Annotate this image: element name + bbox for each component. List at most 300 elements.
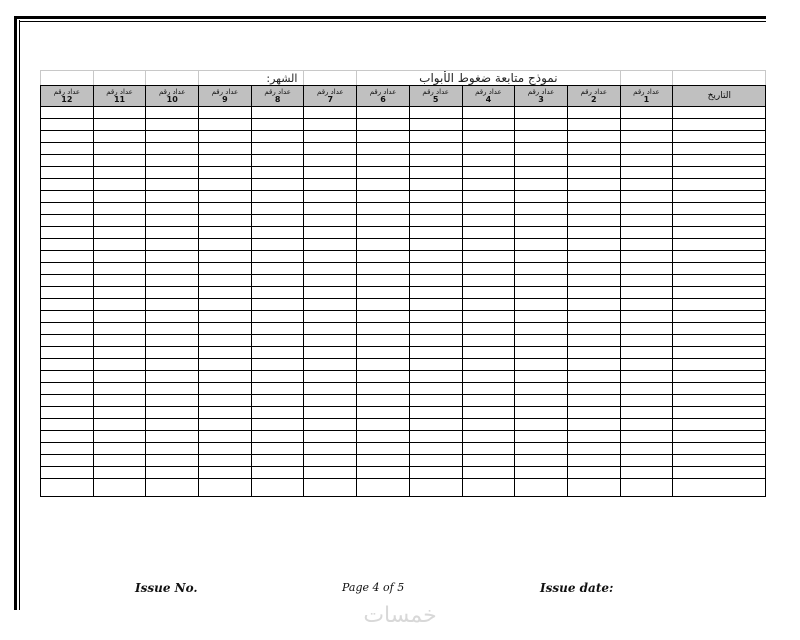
table-cell[interactable] bbox=[409, 395, 462, 407]
table-cell[interactable] bbox=[199, 479, 252, 497]
table-cell[interactable] bbox=[357, 323, 410, 335]
table-cell[interactable] bbox=[567, 431, 620, 443]
table-cell[interactable] bbox=[515, 227, 568, 239]
table-cell[interactable] bbox=[567, 419, 620, 431]
table-cell[interactable] bbox=[620, 347, 673, 359]
table-cell[interactable] bbox=[251, 191, 304, 203]
table-cell[interactable] bbox=[462, 143, 515, 155]
table-cell[interactable] bbox=[462, 263, 515, 275]
table-cell[interactable] bbox=[41, 203, 94, 215]
table-cell[interactable] bbox=[462, 299, 515, 311]
table-cell[interactable] bbox=[93, 275, 146, 287]
table-cell[interactable] bbox=[199, 455, 252, 467]
table-cell[interactable] bbox=[93, 167, 146, 179]
table-cell[interactable] bbox=[515, 371, 568, 383]
table-cell[interactable] bbox=[515, 311, 568, 323]
table-cell[interactable] bbox=[620, 371, 673, 383]
table-cell[interactable] bbox=[515, 155, 568, 167]
table-cell[interactable] bbox=[567, 467, 620, 479]
table-cell[interactable] bbox=[567, 479, 620, 497]
table-cell[interactable] bbox=[673, 191, 766, 203]
table-cell[interactable] bbox=[515, 119, 568, 131]
table-cell[interactable] bbox=[41, 479, 94, 497]
table-cell[interactable] bbox=[673, 263, 766, 275]
table-cell[interactable] bbox=[304, 239, 357, 251]
table-cell[interactable] bbox=[41, 287, 94, 299]
table-cell[interactable] bbox=[93, 431, 146, 443]
table-cell[interactable] bbox=[251, 311, 304, 323]
table-cell[interactable] bbox=[146, 311, 199, 323]
table-cell[interactable] bbox=[199, 119, 252, 131]
table-cell[interactable] bbox=[409, 419, 462, 431]
table-cell[interactable] bbox=[93, 107, 146, 119]
table-cell[interactable] bbox=[146, 215, 199, 227]
table-cell[interactable] bbox=[567, 275, 620, 287]
table-cell[interactable] bbox=[357, 371, 410, 383]
table-cell[interactable] bbox=[199, 443, 252, 455]
table-cell[interactable] bbox=[357, 239, 410, 251]
table-cell[interactable] bbox=[673, 179, 766, 191]
table-cell[interactable] bbox=[409, 167, 462, 179]
table-cell[interactable] bbox=[409, 263, 462, 275]
table-cell[interactable] bbox=[304, 203, 357, 215]
table-cell[interactable] bbox=[515, 263, 568, 275]
table-cell[interactable] bbox=[409, 155, 462, 167]
table-cell[interactable] bbox=[620, 359, 673, 371]
table-cell[interactable] bbox=[357, 359, 410, 371]
table-cell[interactable] bbox=[41, 239, 94, 251]
table-cell[interactable] bbox=[93, 143, 146, 155]
table-cell[interactable] bbox=[93, 407, 146, 419]
table-cell[interactable] bbox=[93, 299, 146, 311]
table-cell[interactable] bbox=[251, 359, 304, 371]
table-cell[interactable] bbox=[620, 191, 673, 203]
table-cell[interactable] bbox=[41, 323, 94, 335]
table-cell[interactable] bbox=[620, 335, 673, 347]
table-cell[interactable] bbox=[462, 239, 515, 251]
table-cell[interactable] bbox=[515, 467, 568, 479]
table-cell[interactable] bbox=[199, 131, 252, 143]
table-cell[interactable] bbox=[620, 107, 673, 119]
table-cell[interactable] bbox=[146, 239, 199, 251]
table-cell[interactable] bbox=[199, 359, 252, 371]
table-cell[interactable] bbox=[304, 167, 357, 179]
table-cell[interactable] bbox=[41, 455, 94, 467]
table-cell[interactable] bbox=[409, 431, 462, 443]
table-cell[interactable] bbox=[199, 263, 252, 275]
table-cell[interactable] bbox=[41, 395, 94, 407]
table-cell[interactable] bbox=[409, 227, 462, 239]
table-cell[interactable] bbox=[199, 323, 252, 335]
table-cell[interactable] bbox=[620, 455, 673, 467]
table-cell[interactable] bbox=[41, 347, 94, 359]
table-cell[interactable] bbox=[146, 251, 199, 263]
table-cell[interactable] bbox=[251, 203, 304, 215]
table-cell[interactable] bbox=[462, 371, 515, 383]
table-cell[interactable] bbox=[304, 119, 357, 131]
table-cell[interactable] bbox=[462, 323, 515, 335]
table-cell[interactable] bbox=[251, 251, 304, 263]
table-cell[interactable] bbox=[199, 371, 252, 383]
table-cell[interactable] bbox=[567, 443, 620, 455]
table-cell[interactable] bbox=[409, 467, 462, 479]
table-cell[interactable] bbox=[673, 215, 766, 227]
table-cell[interactable] bbox=[673, 335, 766, 347]
table-cell[interactable] bbox=[567, 239, 620, 251]
table-cell[interactable] bbox=[146, 455, 199, 467]
table-cell[interactable] bbox=[567, 455, 620, 467]
table-cell[interactable] bbox=[146, 227, 199, 239]
table-cell[interactable] bbox=[357, 131, 410, 143]
table-cell[interactable] bbox=[41, 431, 94, 443]
table-cell[interactable] bbox=[199, 143, 252, 155]
table-cell[interactable] bbox=[515, 359, 568, 371]
table-cell[interactable] bbox=[304, 143, 357, 155]
table-cell[interactable] bbox=[41, 419, 94, 431]
table-cell[interactable] bbox=[304, 443, 357, 455]
table-cell[interactable] bbox=[199, 203, 252, 215]
table-cell[interactable] bbox=[357, 143, 410, 155]
table-cell[interactable] bbox=[146, 299, 199, 311]
table-cell[interactable] bbox=[199, 107, 252, 119]
table-cell[interactable] bbox=[146, 395, 199, 407]
table-cell[interactable] bbox=[462, 347, 515, 359]
table-cell[interactable] bbox=[462, 155, 515, 167]
table-cell[interactable] bbox=[93, 479, 146, 497]
table-cell[interactable] bbox=[251, 167, 304, 179]
table-cell[interactable] bbox=[620, 275, 673, 287]
table-cell[interactable] bbox=[409, 239, 462, 251]
table-cell[interactable] bbox=[462, 251, 515, 263]
table-cell[interactable] bbox=[304, 311, 357, 323]
table-cell[interactable] bbox=[409, 203, 462, 215]
table-cell[interactable] bbox=[409, 479, 462, 497]
table-cell[interactable] bbox=[673, 107, 766, 119]
table-cell[interactable] bbox=[673, 443, 766, 455]
table-cell[interactable] bbox=[146, 179, 199, 191]
table-cell[interactable] bbox=[462, 179, 515, 191]
table-cell[interactable] bbox=[304, 287, 357, 299]
table-cell[interactable] bbox=[462, 191, 515, 203]
table-cell[interactable] bbox=[567, 167, 620, 179]
table-cell[interactable] bbox=[673, 167, 766, 179]
table-cell[interactable] bbox=[620, 383, 673, 395]
table-cell[interactable] bbox=[199, 383, 252, 395]
table-cell[interactable] bbox=[673, 419, 766, 431]
table-cell[interactable] bbox=[620, 263, 673, 275]
table-cell[interactable] bbox=[93, 311, 146, 323]
table-cell[interactable] bbox=[673, 239, 766, 251]
table-cell[interactable] bbox=[409, 371, 462, 383]
table-cell[interactable] bbox=[304, 419, 357, 431]
table-cell[interactable] bbox=[620, 323, 673, 335]
table-cell[interactable] bbox=[567, 215, 620, 227]
table-cell[interactable] bbox=[409, 107, 462, 119]
table-cell[interactable] bbox=[620, 407, 673, 419]
table-cell[interactable] bbox=[515, 203, 568, 215]
table-cell[interactable] bbox=[146, 107, 199, 119]
table-cell[interactable] bbox=[462, 215, 515, 227]
table-cell[interactable] bbox=[251, 299, 304, 311]
table-cell[interactable] bbox=[146, 335, 199, 347]
table-cell[interactable] bbox=[93, 383, 146, 395]
table-cell[interactable] bbox=[409, 131, 462, 143]
table-cell[interactable] bbox=[93, 203, 146, 215]
table-cell[interactable] bbox=[462, 419, 515, 431]
table-cell[interactable] bbox=[620, 179, 673, 191]
table-cell[interactable] bbox=[251, 275, 304, 287]
table-cell[interactable] bbox=[620, 131, 673, 143]
table-cell[interactable] bbox=[251, 131, 304, 143]
table-cell[interactable] bbox=[462, 407, 515, 419]
table-cell[interactable] bbox=[409, 335, 462, 347]
table-cell[interactable] bbox=[673, 455, 766, 467]
table-cell[interactable] bbox=[41, 155, 94, 167]
table-cell[interactable] bbox=[462, 167, 515, 179]
table-cell[interactable] bbox=[620, 251, 673, 263]
table-cell[interactable] bbox=[409, 275, 462, 287]
table-cell[interactable] bbox=[199, 155, 252, 167]
table-cell[interactable] bbox=[199, 347, 252, 359]
table-cell[interactable] bbox=[304, 371, 357, 383]
table-cell[interactable] bbox=[515, 143, 568, 155]
table-cell[interactable] bbox=[304, 299, 357, 311]
table-cell[interactable] bbox=[462, 455, 515, 467]
table-cell[interactable] bbox=[357, 395, 410, 407]
table-cell[interactable] bbox=[567, 299, 620, 311]
table-cell[interactable] bbox=[41, 179, 94, 191]
table-cell[interactable] bbox=[304, 335, 357, 347]
table-cell[interactable] bbox=[620, 287, 673, 299]
table-cell[interactable] bbox=[93, 287, 146, 299]
table-cell[interactable] bbox=[620, 215, 673, 227]
table-cell[interactable] bbox=[146, 287, 199, 299]
table-cell[interactable] bbox=[251, 467, 304, 479]
table-cell[interactable] bbox=[93, 323, 146, 335]
table-cell[interactable] bbox=[462, 119, 515, 131]
table-cell[interactable] bbox=[41, 275, 94, 287]
table-cell[interactable] bbox=[515, 215, 568, 227]
table-cell[interactable] bbox=[304, 467, 357, 479]
table-cell[interactable] bbox=[462, 443, 515, 455]
table-cell[interactable] bbox=[515, 419, 568, 431]
table-cell[interactable] bbox=[93, 455, 146, 467]
table-cell[interactable] bbox=[462, 383, 515, 395]
table-cell[interactable] bbox=[515, 167, 568, 179]
table-cell[interactable] bbox=[41, 371, 94, 383]
table-cell[interactable] bbox=[251, 227, 304, 239]
table-cell[interactable] bbox=[357, 467, 410, 479]
table-cell[interactable] bbox=[567, 119, 620, 131]
table-cell[interactable] bbox=[304, 275, 357, 287]
table-cell[interactable] bbox=[515, 239, 568, 251]
table-cell[interactable] bbox=[515, 131, 568, 143]
table-cell[interactable] bbox=[41, 131, 94, 143]
table-cell[interactable] bbox=[199, 395, 252, 407]
table-cell[interactable] bbox=[304, 407, 357, 419]
table-cell[interactable] bbox=[357, 191, 410, 203]
table-cell[interactable] bbox=[357, 311, 410, 323]
table-cell[interactable] bbox=[462, 467, 515, 479]
table-cell[interactable] bbox=[409, 143, 462, 155]
table-cell[interactable] bbox=[41, 299, 94, 311]
table-cell[interactable] bbox=[41, 359, 94, 371]
table-cell[interactable] bbox=[462, 311, 515, 323]
table-cell[interactable] bbox=[146, 467, 199, 479]
table-cell[interactable] bbox=[567, 347, 620, 359]
table-cell[interactable] bbox=[620, 479, 673, 497]
table-cell[interactable] bbox=[41, 227, 94, 239]
table-cell[interactable] bbox=[304, 431, 357, 443]
table-cell[interactable] bbox=[673, 287, 766, 299]
table-cell[interactable] bbox=[620, 443, 673, 455]
table-cell[interactable] bbox=[93, 395, 146, 407]
table-cell[interactable] bbox=[567, 107, 620, 119]
table-cell[interactable] bbox=[199, 467, 252, 479]
table-cell[interactable] bbox=[93, 347, 146, 359]
table-cell[interactable] bbox=[304, 107, 357, 119]
table-cell[interactable] bbox=[357, 215, 410, 227]
table-cell[interactable] bbox=[515, 383, 568, 395]
table-cell[interactable] bbox=[409, 191, 462, 203]
table-cell[interactable] bbox=[199, 167, 252, 179]
table-cell[interactable] bbox=[409, 299, 462, 311]
table-cell[interactable] bbox=[93, 155, 146, 167]
table-cell[interactable] bbox=[567, 263, 620, 275]
table-cell[interactable] bbox=[620, 227, 673, 239]
table-cell[interactable] bbox=[93, 263, 146, 275]
table-cell[interactable] bbox=[409, 359, 462, 371]
table-cell[interactable] bbox=[93, 215, 146, 227]
table-cell[interactable] bbox=[251, 383, 304, 395]
table-cell[interactable] bbox=[673, 143, 766, 155]
table-cell[interactable] bbox=[199, 179, 252, 191]
table-cell[interactable] bbox=[515, 347, 568, 359]
table-cell[interactable] bbox=[515, 179, 568, 191]
table-cell[interactable] bbox=[673, 251, 766, 263]
table-cell[interactable] bbox=[462, 107, 515, 119]
table-cell[interactable] bbox=[146, 371, 199, 383]
table-cell[interactable] bbox=[93, 251, 146, 263]
table-cell[interactable] bbox=[409, 215, 462, 227]
table-cell[interactable] bbox=[304, 251, 357, 263]
table-cell[interactable] bbox=[304, 155, 357, 167]
table-cell[interactable] bbox=[673, 407, 766, 419]
table-cell[interactable] bbox=[567, 143, 620, 155]
table-cell[interactable] bbox=[304, 215, 357, 227]
table-cell[interactable] bbox=[462, 359, 515, 371]
table-cell[interactable] bbox=[673, 395, 766, 407]
table-cell[interactable] bbox=[357, 155, 410, 167]
table-cell[interactable] bbox=[93, 443, 146, 455]
table-cell[interactable] bbox=[620, 119, 673, 131]
table-cell[interactable] bbox=[515, 287, 568, 299]
table-cell[interactable] bbox=[462, 479, 515, 497]
table-cell[interactable] bbox=[462, 395, 515, 407]
table-cell[interactable] bbox=[199, 311, 252, 323]
table-cell[interactable] bbox=[409, 455, 462, 467]
table-cell[interactable] bbox=[41, 119, 94, 131]
table-cell[interactable] bbox=[93, 227, 146, 239]
table-cell[interactable] bbox=[146, 167, 199, 179]
table-cell[interactable] bbox=[41, 383, 94, 395]
table-cell[interactable] bbox=[199, 431, 252, 443]
table-cell[interactable] bbox=[41, 407, 94, 419]
table-cell[interactable] bbox=[146, 359, 199, 371]
table-cell[interactable] bbox=[199, 191, 252, 203]
table-cell[interactable] bbox=[93, 191, 146, 203]
table-cell[interactable] bbox=[409, 323, 462, 335]
table-cell[interactable] bbox=[620, 239, 673, 251]
table-cell[interactable] bbox=[304, 359, 357, 371]
table-cell[interactable] bbox=[567, 335, 620, 347]
table-cell[interactable] bbox=[199, 335, 252, 347]
table-cell[interactable] bbox=[462, 335, 515, 347]
table-cell[interactable] bbox=[620, 431, 673, 443]
table-cell[interactable] bbox=[93, 335, 146, 347]
table-cell[interactable] bbox=[673, 323, 766, 335]
table-cell[interactable] bbox=[673, 275, 766, 287]
table-cell[interactable] bbox=[41, 143, 94, 155]
table-cell[interactable] bbox=[251, 119, 304, 131]
table-cell[interactable] bbox=[515, 455, 568, 467]
table-cell[interactable] bbox=[567, 395, 620, 407]
table-cell[interactable] bbox=[199, 215, 252, 227]
table-cell[interactable] bbox=[146, 323, 199, 335]
table-cell[interactable] bbox=[673, 467, 766, 479]
table-cell[interactable] bbox=[41, 443, 94, 455]
table-cell[interactable] bbox=[567, 359, 620, 371]
table-cell[interactable] bbox=[199, 287, 252, 299]
table-cell[interactable] bbox=[93, 371, 146, 383]
table-cell[interactable] bbox=[146, 479, 199, 497]
table-cell[interactable] bbox=[409, 179, 462, 191]
table-cell[interactable] bbox=[304, 191, 357, 203]
table-cell[interactable] bbox=[251, 371, 304, 383]
table-cell[interactable] bbox=[146, 347, 199, 359]
table-cell[interactable] bbox=[567, 287, 620, 299]
table-cell[interactable] bbox=[251, 455, 304, 467]
table-cell[interactable] bbox=[146, 263, 199, 275]
table-cell[interactable] bbox=[673, 227, 766, 239]
table-cell[interactable] bbox=[146, 275, 199, 287]
table-cell[interactable] bbox=[251, 107, 304, 119]
table-cell[interactable] bbox=[515, 191, 568, 203]
table-cell[interactable] bbox=[567, 323, 620, 335]
table-cell[interactable] bbox=[357, 347, 410, 359]
table-cell[interactable] bbox=[357, 227, 410, 239]
table-cell[interactable] bbox=[409, 443, 462, 455]
table-cell[interactable] bbox=[251, 287, 304, 299]
table-cell[interactable] bbox=[251, 179, 304, 191]
table-cell[interactable] bbox=[357, 287, 410, 299]
table-cell[interactable] bbox=[146, 431, 199, 443]
table-cell[interactable] bbox=[567, 179, 620, 191]
table-cell[interactable] bbox=[304, 131, 357, 143]
table-cell[interactable] bbox=[199, 407, 252, 419]
table-cell[interactable] bbox=[673, 299, 766, 311]
table-cell[interactable] bbox=[620, 203, 673, 215]
table-cell[interactable] bbox=[304, 395, 357, 407]
table-cell[interactable] bbox=[462, 203, 515, 215]
table-cell[interactable] bbox=[620, 155, 673, 167]
table-cell[interactable] bbox=[673, 431, 766, 443]
table-cell[interactable] bbox=[515, 107, 568, 119]
table-cell[interactable] bbox=[146, 203, 199, 215]
table-cell[interactable] bbox=[357, 431, 410, 443]
table-cell[interactable] bbox=[251, 335, 304, 347]
table-cell[interactable] bbox=[251, 431, 304, 443]
